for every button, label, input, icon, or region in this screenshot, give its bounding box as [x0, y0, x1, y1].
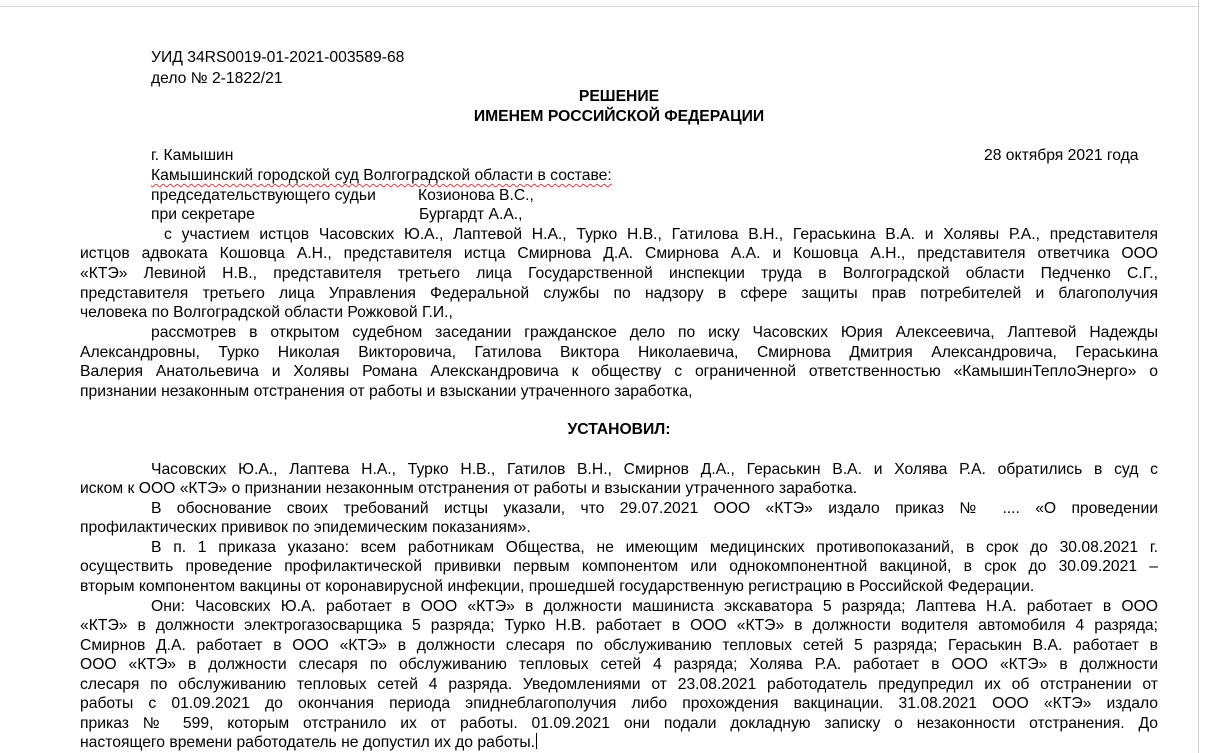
participants-line-4: представителя третьего лица Управления Федеральной службы по надзору в сфере защиты прав потребителей и благополучия [80, 285, 1158, 302]
para4-line-4: ООО «КТЭ» в должности слесаря по обслуживанию тепловых сетей 4 разряда; Холява Р.А. работает в ООО «КТЭ» в должности [80, 656, 1158, 673]
para4-line-2: «КТЭ» в должности электрогазосварщика 5 разряда; Турко Н.В. работает в ООО «КТЭ» в должности водителя автомобиля 4 разряда; [80, 617, 1158, 634]
para4-line-1: Они: Часовских Ю.А. работает в ООО «КТЭ» в должности машиниста экскаватора 5 разряда; Лаптева Н.А. работает в ООО [151, 598, 1158, 615]
case-number: дело № 2-1822/21 [151, 70, 283, 87]
para4-line-8 [80, 733, 537, 752]
para4-line-5: слесаря по обслуживанию тепловых сетей 4 разряда. Уведомлениями от 23.08.2021 работодатель предупредил их об отстранении от [80, 676, 1158, 693]
para1-line-2: иском к ООО «КТЭ» о признании незаконным отстранения от работы и взыскании утраченного заработка. [80, 480, 858, 497]
place-city: г. Камышин [151, 147, 234, 164]
presiding-name: Козионова В.С., [418, 187, 534, 204]
title-decision: РЕШЕНИЕ [578, 88, 660, 105]
consideration-line-1: рассмотрев в открытом судебном заседании гражданское дело по иску Часовских Юрия Алексеевича, Лаптевой Надежды [151, 324, 1158, 341]
secretary-label: при секретаре [151, 206, 255, 223]
presiding-label: председательствующего судьи [151, 187, 376, 204]
participants-line-3: «КТЭ» Левиной Н.В., представителя третьего лица Государственной инспекции труда в Волгоградской области Педченко С.Г., [80, 265, 1158, 282]
para4-line-6: работы с 01.09.2021 до окончания периода эпиднеблагополучия либо прохождения вакцинации. 31.08.2021 ООО «КТЭ» издало [80, 695, 1158, 712]
para3-line-1: В п. 1 приказа указано: всем работникам Общества, не имеющим медицинских противопоказаний, в срок до 30.08.2021 г. [151, 539, 1158, 556]
para4-line-3: Смирнов Д.А. работает в ООО «КТЭ» в должности слесаря по обслуживанию тепловых сетей 5 разряда; Гераськин В.А. работает в [80, 637, 1158, 654]
participants-line-2: истцов адвоката Кошовца А.Н., представителя истца Смирнова Д.А. Смирнова А.А. и Кошовца А.Н., представителя ответчика ООО [80, 245, 1158, 262]
consideration-line-3: Валерия Анатольевича и Холявы Романа Алекскандровича к обществу с ограниченной ответственностью «КамышинТеплоЭнерго» о [80, 363, 1158, 380]
consideration-line-4: признании незаконным отстранения от работы и взыскании утраченного заработка, [80, 383, 693, 400]
para2-line-2: профилактических прививок по эпидемическим показаниям». [80, 519, 531, 536]
participants-line-5: человека по Волгоградской области Рожковой Г.И., [80, 304, 453, 321]
para3-line-2: осуществить проведение профилактической прививки первым компонентом или однокомпонентной вакциной, в срок до 30.09.2021 – [80, 558, 1158, 575]
para4-line-7: приказ № 599, которым отстранило их от работы. 01.09.2021 они подали докладную записку о незаконности отстранения. До [80, 715, 1158, 732]
established-heading: УСТАНОВИЛ: [567, 421, 671, 438]
para1-line-1: Часовских Ю.А., Лаптева Н.А., Турко Н.В., Гатилов В.Н., Смирнов Д.А., Гераськин В.А. и Холява Р.А. обратились в суд с [151, 461, 1158, 478]
case-uid: УИД 34RS0019-01-2021-003589-68 [151, 49, 405, 66]
participants-line-1: с участием истцов Часовских Ю.А., Лаптевой Н.А., Турко Н.В., Гатилова В.Н., Гераськина В.А. и Холявы Р.А., представителя [164, 226, 1158, 243]
para3-line-3: вторым компонентом вакцины от коронавирусной инфекции, прошедшей государственную регистрацию в Российской Федерации. [80, 578, 1035, 595]
court-line: Камышинский городской суд Волгоградской области в составе: [151, 167, 612, 184]
consideration-line-2: Александровны, Турко Николая Викторовича, Гатилова Виктора Николаевича, Смирнова Дмитрия Александровича, Гераськина [80, 344, 1158, 361]
page-top-border [0, 6, 1198, 7]
secretary-name: Бургардт А.А., [419, 206, 523, 223]
text-cursor [536, 733, 537, 749]
title-in-the-name: ИМЕНЕМ РОССИЙСКОЙ ФЕДЕРАЦИИ [473, 108, 765, 125]
decision-date: 28 октября 2021 года [984, 147, 1139, 164]
para2-line-1: В обоснование своих требований истцы указали, что 29.07.2021 ООО «КТЭ» издало приказ № .... «О проведении [151, 500, 1158, 517]
para4-line-8-text: настоящего времени работодатель не допустил их до работы. [80, 734, 536, 751]
